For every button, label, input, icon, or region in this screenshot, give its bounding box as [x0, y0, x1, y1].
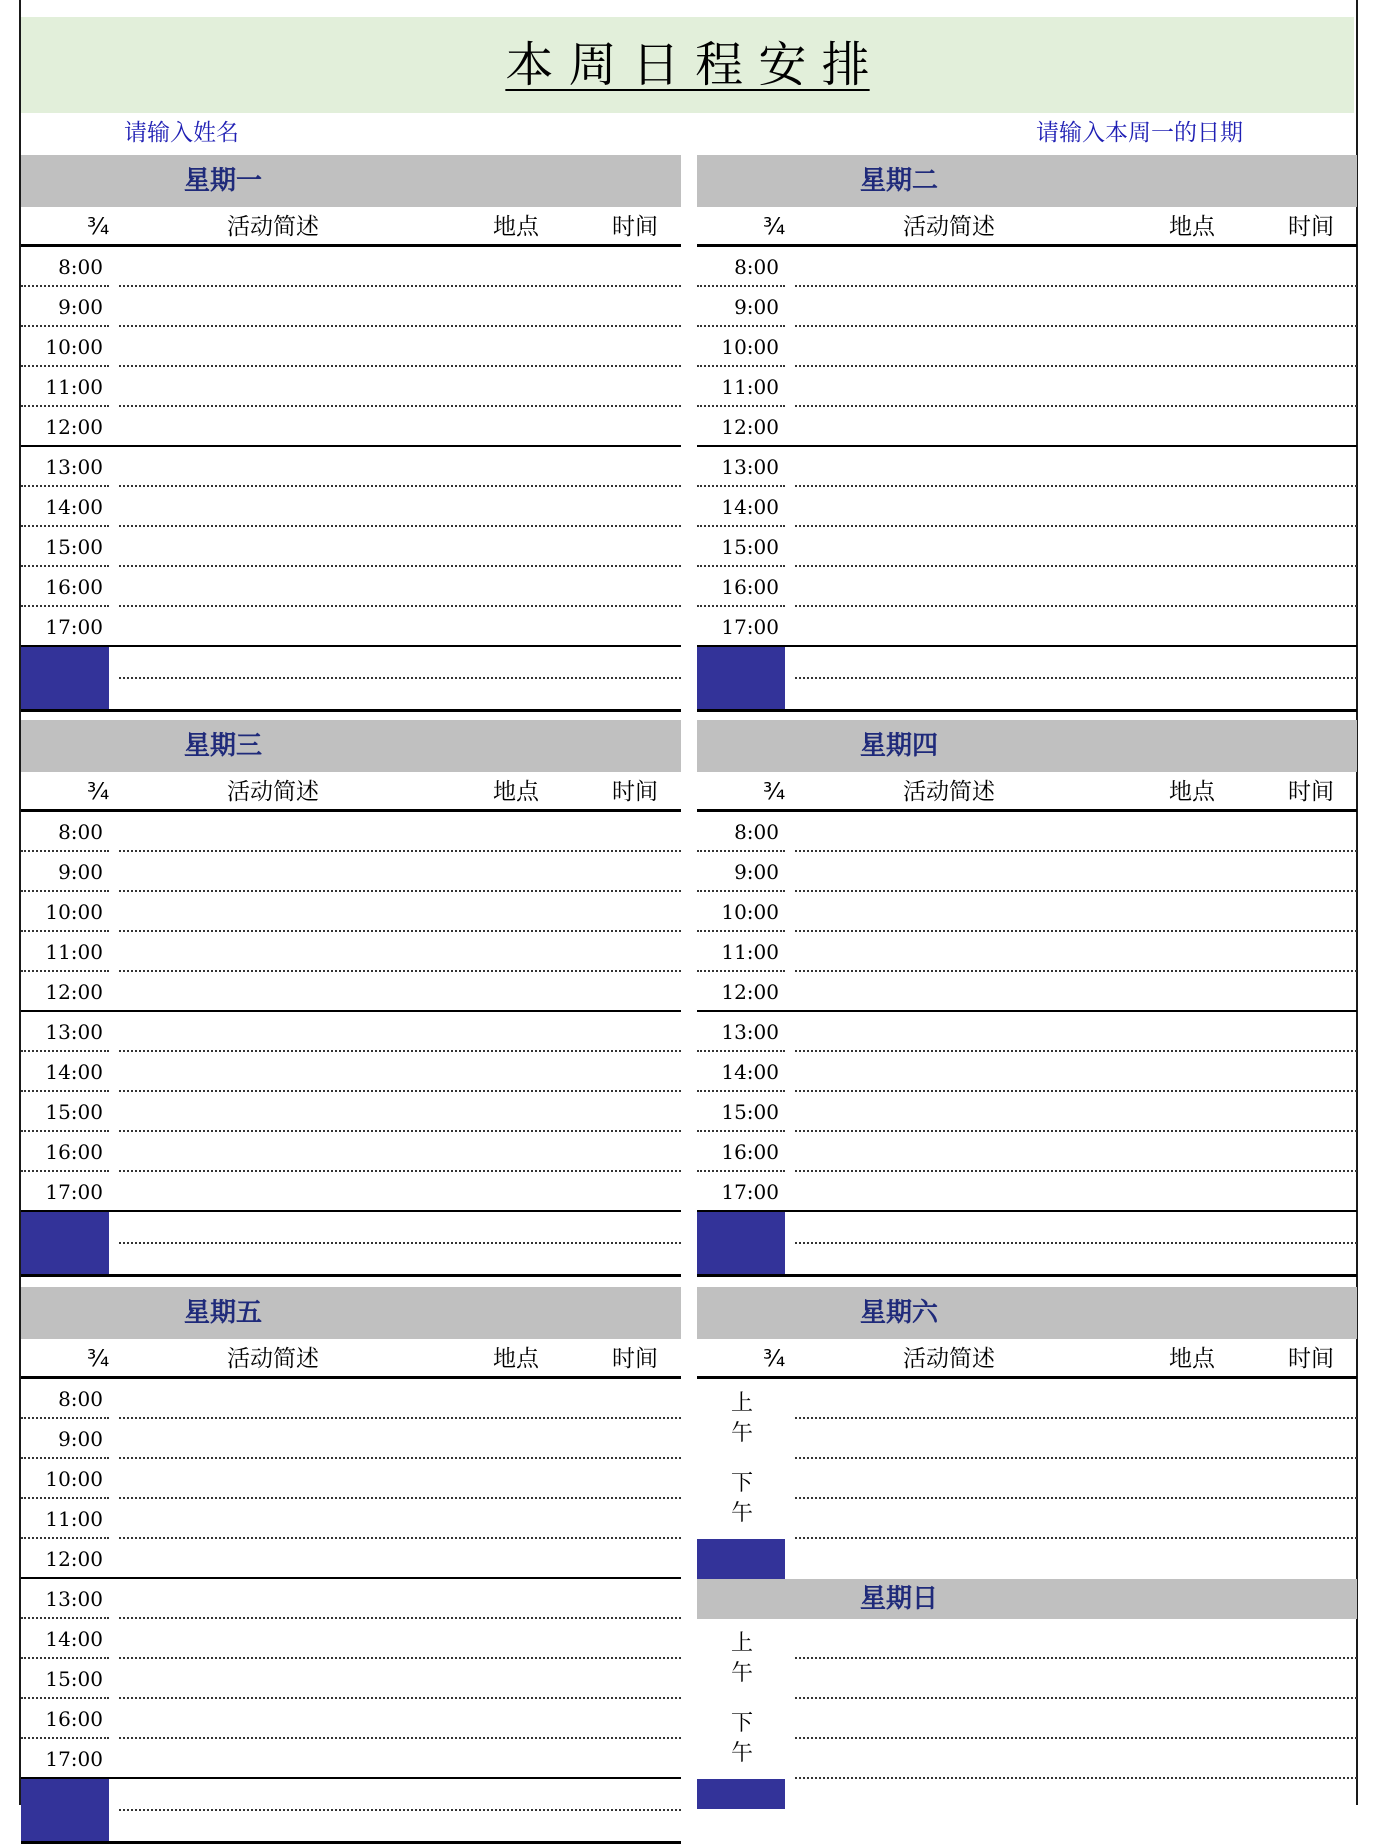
activity-cell[interactable]	[795, 1132, 1357, 1172]
time-label: 9:00	[734, 860, 779, 884]
day-header-band	[21, 720, 681, 772]
name-input-cell[interactable]: 请输入姓名	[124, 120, 239, 146]
activity-cell[interactable]	[795, 1379, 1357, 1459]
activity-cell[interactable]	[795, 1092, 1357, 1132]
activity-cell[interactable]	[119, 1499, 681, 1539]
time-label: 14:00	[45, 1627, 103, 1651]
block-bottom-rule	[21, 709, 681, 712]
activity-cell[interactable]	[119, 812, 681, 852]
activity-cell[interactable]	[119, 1052, 681, 1092]
col-time-header: 时间	[612, 214, 658, 240]
time-label: 9:00	[734, 295, 779, 319]
notes-cell[interactable]	[119, 1779, 681, 1841]
col-time-header: 时间	[612, 779, 658, 805]
activity-cell[interactable]	[795, 812, 1357, 852]
col-place-header: 地点	[1169, 779, 1215, 805]
col-mark-header: ¾	[87, 1346, 110, 1372]
day-name: 星期一	[184, 166, 263, 196]
time-label: 10:00	[45, 335, 103, 359]
day-header-band	[21, 1287, 681, 1339]
time-label: 16:00	[45, 1140, 103, 1164]
activity-cell[interactable]	[119, 1699, 681, 1739]
time-label: 12:00	[45, 415, 103, 439]
period-label: 上 午	[730, 1631, 753, 1686]
time-label: 15:00	[45, 1667, 103, 1691]
activity-cell[interactable]	[795, 607, 1357, 647]
time-label: 10:00	[45, 900, 103, 924]
notes-marker-block	[697, 1212, 785, 1276]
activity-cell[interactable]	[795, 407, 1357, 447]
time-label: 12:00	[45, 1547, 103, 1571]
activity-cell[interactable]	[119, 487, 681, 527]
time-label: 11:00	[45, 1507, 103, 1531]
col-mark-header: ¾	[87, 214, 110, 240]
time-label: 8:00	[58, 255, 103, 279]
activity-cell[interactable]	[795, 932, 1357, 972]
activity-cell[interactable]	[119, 1459, 681, 1499]
activity-cell[interactable]	[119, 932, 681, 972]
time-label: 12:00	[721, 980, 779, 1004]
col-place-header: 地点	[493, 779, 539, 805]
time-label: 17:00	[721, 615, 779, 639]
activity-cell[interactable]	[795, 447, 1357, 487]
time-label: 8:00	[734, 255, 779, 279]
activity-cell[interactable]	[119, 1132, 681, 1172]
day-name: 星期日	[860, 1584, 939, 1614]
time-label: 8:00	[58, 1387, 103, 1411]
time-label: 15:00	[721, 1100, 779, 1124]
activity-cell[interactable]	[119, 527, 681, 567]
activity-cell[interactable]	[795, 852, 1357, 892]
notes-cell[interactable]	[795, 647, 1357, 709]
col-place-header: 地点	[1169, 214, 1215, 240]
notes-marker-block	[21, 647, 109, 711]
time-label: 10:00	[721, 900, 779, 924]
col-mark-header: ¾	[763, 779, 786, 805]
col-activity-header: 活动简述	[227, 779, 319, 805]
time-label: 8:00	[734, 820, 779, 844]
time-label: 9:00	[58, 1427, 103, 1451]
col-activity-header: 活动简述	[903, 779, 995, 805]
activity-cell[interactable]	[795, 287, 1357, 327]
time-label: 8:00	[58, 820, 103, 844]
activity-cell[interactable]	[795, 1619, 1357, 1699]
time-label: 11:00	[721, 940, 779, 964]
activity-cell[interactable]	[795, 1012, 1357, 1052]
time-label: 13:00	[45, 1587, 103, 1611]
time-label: 11:00	[45, 940, 103, 964]
notes-marker-block	[697, 647, 785, 711]
col-place-header: 地点	[493, 214, 539, 240]
activity-cell[interactable]	[119, 1579, 681, 1619]
day-name: 星期四	[860, 731, 939, 761]
activity-cell[interactable]	[795, 892, 1357, 932]
block-bottom-rule	[697, 709, 1357, 712]
col-time-header: 时间	[612, 1346, 658, 1372]
time-label: 10:00	[45, 1467, 103, 1491]
col-place-header: 地点	[493, 1346, 539, 1372]
time-label: 10:00	[721, 335, 779, 359]
col-activity-header: 活动简述	[903, 1346, 995, 1372]
week-date-input-cell[interactable]: 请输入本周一的日期	[1036, 120, 1243, 146]
time-label: 16:00	[45, 575, 103, 599]
activity-cell[interactable]	[795, 1699, 1357, 1779]
activity-cell[interactable]	[795, 327, 1357, 367]
activity-cell[interactable]	[119, 1172, 681, 1212]
activity-cell[interactable]	[119, 852, 681, 892]
day-header-band	[697, 1287, 1357, 1339]
day-name: 星期六	[860, 1298, 939, 1328]
title-band	[21, 17, 1354, 113]
time-label: 11:00	[45, 375, 103, 399]
day-header-band	[697, 1579, 1357, 1619]
activity-cell[interactable]	[119, 1012, 681, 1052]
time-label: 12:00	[45, 980, 103, 1004]
col-time-header: 时间	[1288, 1346, 1334, 1372]
col-mark-header: ¾	[763, 214, 786, 240]
time-label: 15:00	[45, 535, 103, 559]
day-header-band	[21, 155, 681, 207]
time-label: 13:00	[721, 1020, 779, 1044]
activity-cell[interactable]	[119, 607, 681, 647]
period-label: 下 午	[730, 1711, 753, 1766]
activity-cell[interactable]	[119, 567, 681, 607]
col-activity-header: 活动简述	[227, 214, 319, 240]
time-label: 16:00	[721, 1140, 779, 1164]
time-label: 13:00	[45, 455, 103, 479]
activity-cell[interactable]	[795, 1052, 1357, 1092]
day-name: 星期二	[860, 166, 939, 196]
time-label: 16:00	[45, 1707, 103, 1731]
time-label: 15:00	[721, 535, 779, 559]
activity-cell[interactable]	[119, 1379, 681, 1419]
activity-cell[interactable]	[119, 1619, 681, 1659]
col-activity-header: 活动简述	[227, 1346, 319, 1372]
time-label: 9:00	[58, 295, 103, 319]
col-time-header: 时间	[1288, 779, 1334, 805]
time-label: 14:00	[45, 495, 103, 519]
block-bottom-rule	[21, 1274, 681, 1277]
day-header-band	[697, 720, 1357, 772]
time-label: 9:00	[58, 860, 103, 884]
activity-cell[interactable]	[119, 367, 681, 407]
activity-cell[interactable]	[119, 287, 681, 327]
col-mark-header: ¾	[87, 779, 110, 805]
time-label: 17:00	[45, 1180, 103, 1204]
activity-cell[interactable]	[795, 972, 1357, 1012]
notes-marker-block	[21, 1779, 109, 1843]
activity-cell[interactable]	[119, 1539, 681, 1579]
activity-cell[interactable]	[795, 567, 1357, 607]
activity-cell[interactable]	[119, 407, 681, 447]
col-time-header: 时间	[1288, 214, 1334, 240]
time-label: 16:00	[721, 575, 779, 599]
activity-cell[interactable]	[119, 972, 681, 1012]
time-label: 11:00	[721, 375, 779, 399]
notes-cell[interactable]	[795, 1212, 1357, 1274]
time-label: 14:00	[721, 495, 779, 519]
col-activity-header: 活动简述	[903, 214, 995, 240]
time-label: 13:00	[721, 455, 779, 479]
time-label: 17:00	[45, 615, 103, 639]
time-label: 14:00	[721, 1060, 779, 1084]
time-label: 12:00	[721, 415, 779, 439]
activity-cell[interactable]	[795, 527, 1357, 567]
activity-cell[interactable]	[795, 487, 1357, 527]
day-name: 星期三	[184, 731, 263, 761]
activity-cell[interactable]	[119, 247, 681, 287]
activity-cell[interactable]	[119, 447, 681, 487]
activity-cell[interactable]	[119, 1092, 681, 1132]
day-header-band	[697, 155, 1357, 207]
activity-cell[interactable]	[795, 247, 1357, 287]
page-title: 本 周 日 程 安 排	[505, 37, 870, 93]
activity-cell[interactable]	[119, 327, 681, 367]
time-label: 17:00	[45, 1747, 103, 1771]
time-label: 17:00	[721, 1180, 779, 1204]
activity-cell[interactable]	[795, 367, 1357, 407]
notes-marker-block	[697, 1539, 785, 1579]
time-label: 15:00	[45, 1100, 103, 1124]
activity-cell[interactable]	[795, 1172, 1357, 1212]
notes-marker-block	[21, 1212, 109, 1276]
col-mark-header: ¾	[763, 1346, 786, 1372]
activity-cell[interactable]	[119, 1419, 681, 1459]
time-label: 13:00	[45, 1020, 103, 1044]
notes-cell[interactable]	[119, 647, 681, 709]
period-label: 上 午	[730, 1391, 753, 1446]
activity-cell[interactable]	[119, 892, 681, 932]
day-name: 星期五	[184, 1298, 263, 1328]
activity-cell[interactable]	[795, 1459, 1357, 1539]
notes-cell[interactable]	[119, 1212, 681, 1274]
activity-cell[interactable]	[119, 1739, 681, 1779]
time-label: 14:00	[45, 1060, 103, 1084]
col-place-header: 地点	[1169, 1346, 1215, 1372]
activity-cell[interactable]	[119, 1659, 681, 1699]
period-label: 下 午	[730, 1471, 753, 1526]
block-bottom-rule	[697, 1274, 1357, 1277]
